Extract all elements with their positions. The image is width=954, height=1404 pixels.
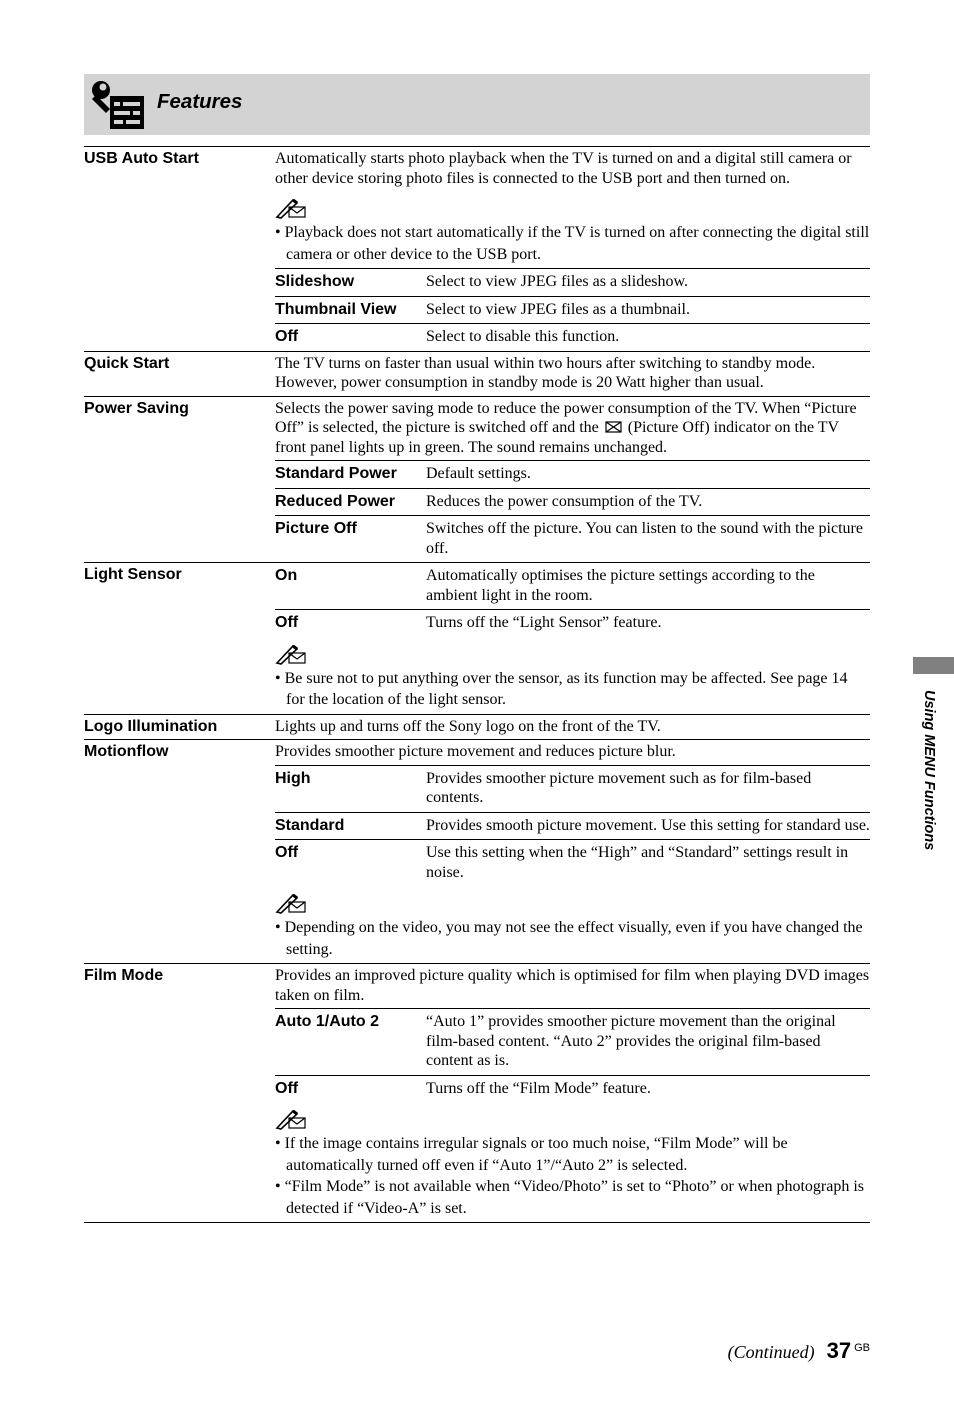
option-row (275, 813, 870, 841)
page-title: Features (157, 90, 243, 113)
row-label: Film Mode (84, 967, 164, 984)
option-description: Reduces the power consumption of the TV. (426, 492, 703, 510)
option-label: Slideshow (275, 273, 355, 290)
picture-off-icon (605, 421, 622, 433)
row-description: Provides an improved picture quality which is optimised for film when playing DVD images taken on film. (275, 967, 870, 1004)
row-logo-illumination (84, 715, 870, 741)
option-description: Use this setting when the “High” and “Standard” settings result in noise. (426, 844, 849, 881)
row-power-saving (84, 397, 870, 564)
option-label: Standard Power (275, 465, 397, 482)
option-label: Thumbnail View (275, 300, 397, 318)
option-description: Select to view JPEG files as a thumbnail. (426, 300, 690, 318)
note-text: • “Film Mode” is not available when “Video/Photo” is set to “Photo” or when photograph is detected if “Video-A” is set. (275, 1178, 864, 1217)
option-row (275, 563, 870, 610)
row-usb-auto-start (84, 147, 870, 352)
note-text: • Depending on the video, you may not see the effect visually, even if you have changed the setting. (275, 919, 863, 958)
option-label: Reduced Power (275, 492, 396, 510)
option-label: Off (275, 614, 299, 631)
option-description: Select to disable this function. (426, 328, 620, 345)
option-description: Provides smoother picture movement such as for film-based contents. (426, 769, 812, 806)
description-part: Selects the power saving mode to reduce the power consumption of the TV. When “Picture Off” is selected, the picture is switched off and the (275, 399, 857, 436)
option-row (275, 324, 870, 351)
row-film-mode (84, 964, 870, 1223)
side-tab-label: Using MENU Functions (921, 690, 937, 851)
wrench-settings-menu-icon (90, 80, 146, 130)
side-tab-marker (913, 657, 954, 674)
row-label: Light Sensor (84, 566, 182, 583)
row-description: The TV turns on faster than usual within two hours after switching to standby mode. However, power consumption in standby mode is 20 Watt higher than usual. (275, 354, 816, 391)
continued-label: (Continued) (727, 1342, 815, 1362)
row-description (275, 397, 870, 461)
note-text: • Playback does not start automatically if the TV is turned on after connecting the digital still camera or other device to the USB port. (275, 224, 870, 263)
option-row (275, 268, 870, 297)
note-text: • Be sure not to put anything over the sensor, as its function may be affected. See page 14 for the location of the light sensor. (275, 669, 848, 708)
row-light-sensor (84, 563, 870, 715)
page-number: 37 (826, 1338, 852, 1363)
note-block (275, 1102, 870, 1222)
option-row (275, 460, 870, 489)
option-row (275, 765, 870, 813)
description-part: (Picture Off) indicator on the TV front panel lights up in green. The sound remains unchanged. (275, 419, 839, 456)
row-description: Automatically starts photo playback when the TV is turned on and a digital still camera or other device storing photo files is connected to the USB port and then turned on. (275, 150, 852, 187)
page-number-suffix: GB (854, 1342, 870, 1354)
note-text: • If the image contains irregular signals or too much noise, “Film Mode” will be automatically turned off even if “Auto 1”/“Auto 2” is selected. (275, 1135, 788, 1174)
row-description: Provides smoother picture movement and reduces picture blur. (275, 743, 676, 760)
option-label: High (275, 769, 311, 787)
page-footer (728, 1338, 870, 1364)
row-description: Lights up and turns off the Sony logo on the front of the TV. (275, 717, 661, 735)
option-description: “Auto 1” provides smoother picture movement than the original film-based content. “Auto 2” provides the original film-based content as is. (426, 1013, 836, 1069)
note-pencil-icon (275, 197, 307, 219)
features-table (84, 146, 870, 1223)
option-description: Select to view JPEG files as a slideshow. (426, 273, 689, 290)
option-row (275, 840, 870, 886)
row-label: Motionflow (84, 743, 169, 760)
option-label: Off (275, 328, 299, 345)
option-label: Off (275, 1079, 299, 1097)
row-motionflow (84, 740, 870, 964)
row-label: Logo Illumination (84, 717, 218, 735)
option-description: Automatically optimises the picture settings according to the ambient light in the room. (426, 567, 815, 604)
option-description: Turns off the “Light Sensor” feature. (426, 614, 662, 631)
note-block (275, 191, 870, 268)
option-description: Switches off the picture. You can listen to the sound with the picture off. (426, 520, 863, 557)
note-block (275, 637, 870, 714)
option-label: Picture Off (275, 520, 357, 537)
option-row (275, 516, 870, 562)
option-row (275, 1008, 870, 1076)
option-label: On (275, 567, 298, 584)
option-row (275, 610, 870, 637)
row-label: USB Auto Start (84, 150, 199, 167)
section-header (84, 74, 870, 135)
option-row (275, 1076, 870, 1103)
option-description: Turns off the “Film Mode” feature. (426, 1079, 651, 1097)
option-description: Provides smooth picture movement. Use this setting for standard use. (426, 816, 870, 834)
option-label: Off (275, 844, 299, 861)
row-quick-start (84, 352, 870, 397)
note-pencil-icon (275, 643, 307, 665)
row-label: Power Saving (84, 399, 189, 417)
option-row (275, 489, 870, 517)
note-pencil-icon (275, 1108, 307, 1130)
option-description: Default settings. (426, 465, 531, 482)
option-row (275, 297, 870, 325)
note-pencil-icon (275, 892, 307, 914)
option-label: Standard (275, 816, 345, 834)
note-block (275, 886, 870, 963)
row-label: Quick Start (84, 354, 170, 372)
option-label: Auto 1/Auto 2 (275, 1013, 379, 1030)
